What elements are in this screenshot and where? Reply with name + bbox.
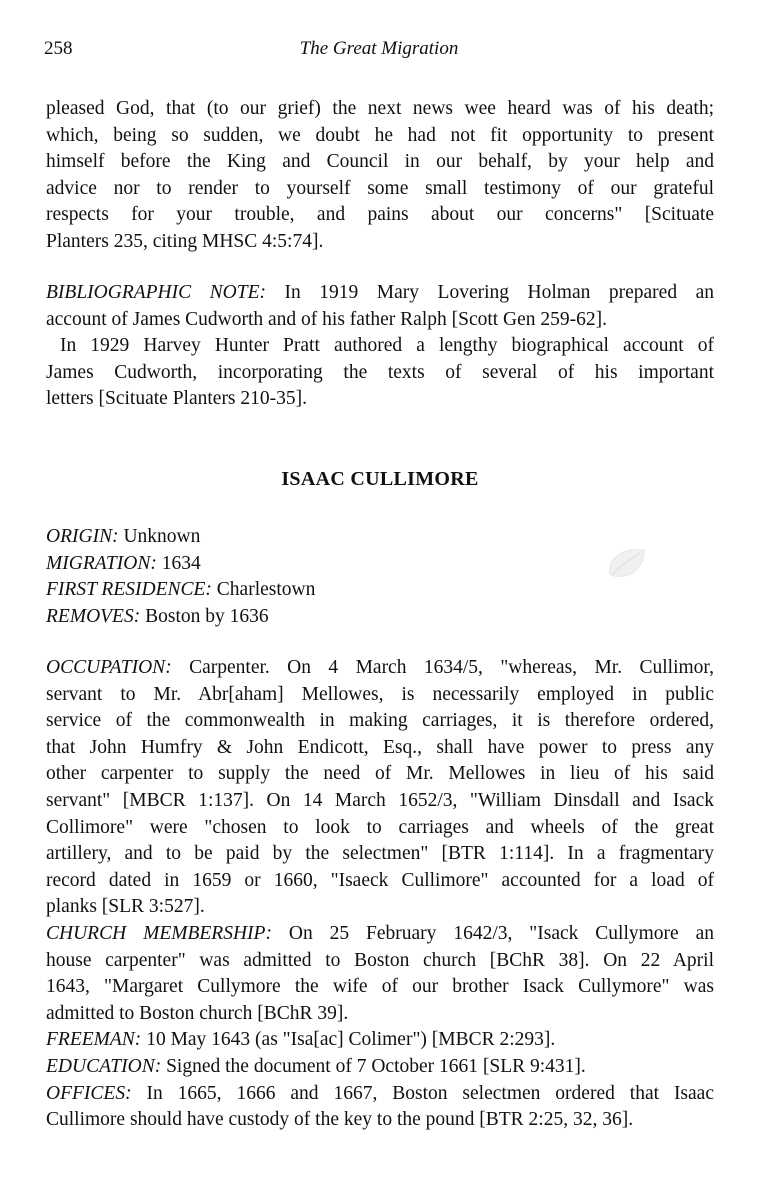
text-line: respects for your trouble, and pains about our concerns" [Scituate	[46, 204, 714, 226]
text-line: service of the commonwealth in making carriages, it is therefore ordered,	[46, 710, 714, 732]
text-line: CHURCH MEMBERSHIP: On 25 February 1642/3, "Isack Cullymore an	[46, 922, 714, 944]
text-line: OFFICES: In 1665, 1666 and 1667, Boston selectmen ordered that Isaac	[46, 1082, 714, 1104]
text-line: himself before the King and Council in our behalf, by your help and	[46, 151, 714, 173]
page-number: 258	[44, 38, 73, 59]
text-line: advice nor to render to yourself some small testimony of our grateful	[46, 177, 714, 199]
text-line: servant to Mr. Abr[aham] Mellowes, is necessarily employed in public	[46, 683, 714, 705]
text-line: James Cudworth, incorporating the texts of several of his important	[46, 361, 714, 383]
education-entry: EDUCATION: Signed the document of 7 October 1661 [SLR 9:431].	[46, 1055, 586, 1077]
text-line: artillery, and to be paid by the selectmen" [BTR 1:114]. In a fragmentary	[46, 843, 714, 865]
offices-label: OFFICES:	[46, 1082, 132, 1104]
text-line: which, being so sudden, we doubt he had not fit opportunity to present	[46, 124, 714, 146]
bibliographic-note	[46, 280, 714, 413]
text-line: planks [SLR 3:527].	[46, 896, 205, 918]
running-header	[44, 38, 714, 66]
bibliographic-note-label: BIBLIOGRAPHIC NOTE:	[46, 282, 266, 303]
text-line: Cullimore should have custody of the key to the pound [BTR 2:25, 32, 36].	[46, 1109, 634, 1131]
text-line: Collimore" were "chosen to look to carriages and wheels of the great	[46, 816, 714, 838]
text-line: other carpenter to supply the need of Mr. Mellowes in lieu of his said	[46, 763, 714, 785]
text-line: 1643, "Margaret Cullymore the wife of our brother Isack Cullymore" was	[46, 976, 714, 998]
text-line: BIBLIOGRAPHIC NOTE: In 1919 Mary Lovering Holman prepared an	[46, 282, 714, 303]
text-line: admitted to Boston church [BChR 39].	[46, 1002, 349, 1024]
text-line: house carpenter" was admitted to Boston church [BChR 38]. On 22 April	[46, 949, 714, 971]
text-line: In 1929 Harvey Hunter Pratt authored a lengthy biographical account of	[60, 335, 714, 357]
text-line: that John Humfry & John Endicott, Esq., shall have power to press any	[46, 736, 714, 758]
text-line: servant" [MBCR 1:137]. On 14 March 1652/3, "William Dinsdall and Isack	[46, 789, 714, 811]
text-line: pleased God, that (to our grief) the next news wee heard was of his death;	[46, 98, 714, 119]
running-title: The Great Migration	[299, 38, 459, 59]
fact-migration: MIGRATION: 1634	[46, 552, 201, 574]
continuation-paragraph	[46, 96, 714, 256]
text-line: account of James Cudworth and of his father Ralph [Scott Gen 259-62].	[46, 308, 608, 330]
occupation-section	[46, 655, 714, 1134]
section-heading: ISAAC CULLIMORE	[281, 468, 479, 490]
fact-first-residence: FIRST RESIDENCE: Charlestown	[46, 579, 316, 601]
leaf-watermark-icon	[604, 544, 648, 582]
text-line: OCCUPATION: Carpenter. On 4 March 1634/5, "whereas, Mr. Cullimor,	[46, 657, 714, 678]
fact-origin: ORIGIN: Unknown	[46, 526, 201, 547]
occupation-label: OCCUPATION:	[46, 657, 172, 678]
text-line: record dated in 1659 or 1660, "Isaeck Cullimore" accounted for a load of	[46, 869, 714, 891]
church-membership-label: CHURCH MEMBERSHIP:	[46, 922, 272, 944]
freeman-entry: FREEMAN: 10 May 1643 (as "Isa[ac] Colimer") [MBCR 2:293].	[46, 1029, 556, 1051]
text-line: Planters 235, citing MHSC 4:5:74].	[46, 230, 324, 252]
text-line: letters [Scituate Planters 210-35].	[46, 388, 308, 410]
fact-removes: REMOVES: Boston by 1636	[46, 605, 269, 627]
